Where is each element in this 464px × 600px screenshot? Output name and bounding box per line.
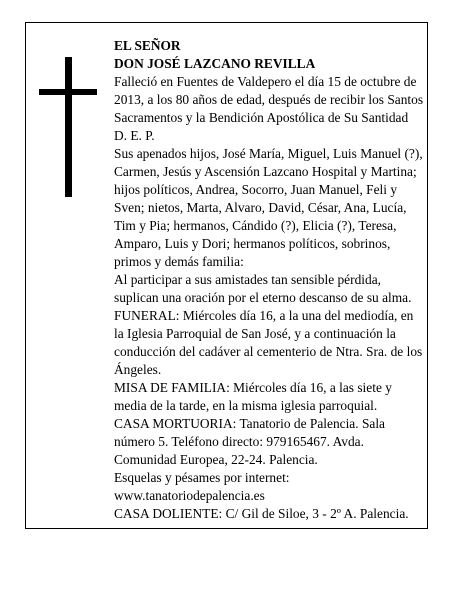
rip-line: D. E. P. xyxy=(114,128,155,143)
funeral-home-paragraph: CASA MORTUORIA: Tanatorio de Palencia. Sala número 5. Teléfono directo: 979165467. Avda. Comunidad Europea, 22-24. Palencia. xyxy=(114,416,385,467)
mourning-house-paragraph: CASA DOLIENTE: C/ Gil de Siloe, 3 - 2º A. Palencia. xyxy=(114,506,409,521)
internet-line-2: www.tanatoriodepalencia.es xyxy=(114,488,265,503)
family-mass-paragraph: MISA DE FAMILIA: Miércoles día 16, a las siete y media de la tarde, en la misma iglesia parroquial. xyxy=(114,380,392,413)
family-paragraph: Sus apenados hijos, José María, Miguel, Luis Manuel (?), Carmen, Jesús y Ascensión Lazcano Hospital y Martina; hijos políticos, Andrea, Socorro, Juan Manuel, Feli y Sven; nietos, Marta, Alvaro, David, César, Ana, Lucía, Tim y Pia; hermanos, Cándido (?), Elicia (?), Teresa, Amparo, Luis y Dori; hermanos políticos, sobrinos, primos y demás familia: xyxy=(114,146,423,269)
cross-icon-crossbar xyxy=(39,89,97,95)
obituary-text xyxy=(114,37,426,523)
cross-icon xyxy=(65,57,72,197)
request-paragraph: Al participar a sus amistades tan sensible pérdida, suplican una oración por el eterno descanso de su alma. xyxy=(114,272,412,305)
internet-line-1: Esquelas y pésames por internet: xyxy=(114,470,290,485)
funeral-paragraph: FUNERAL: Miércoles día 16, a la una del mediodía, en la Iglesia Parroquial de San José, y a continuación la conducción del cadáver al cementerio de Ntra. Sra. de los Ángeles. xyxy=(114,308,423,377)
title-line-1: EL SEÑOR xyxy=(114,38,181,53)
death-paragraph: Falleció en Fuentes de Valdepero el día 15 de octubre de 2013, a los 80 años de edad, después de recibir los Santos Sacramentos y la Bendición Apostólica de Su Santidad xyxy=(114,74,424,125)
title-line-2: DON JOSÉ LAZCANO REVILLA xyxy=(114,56,316,71)
